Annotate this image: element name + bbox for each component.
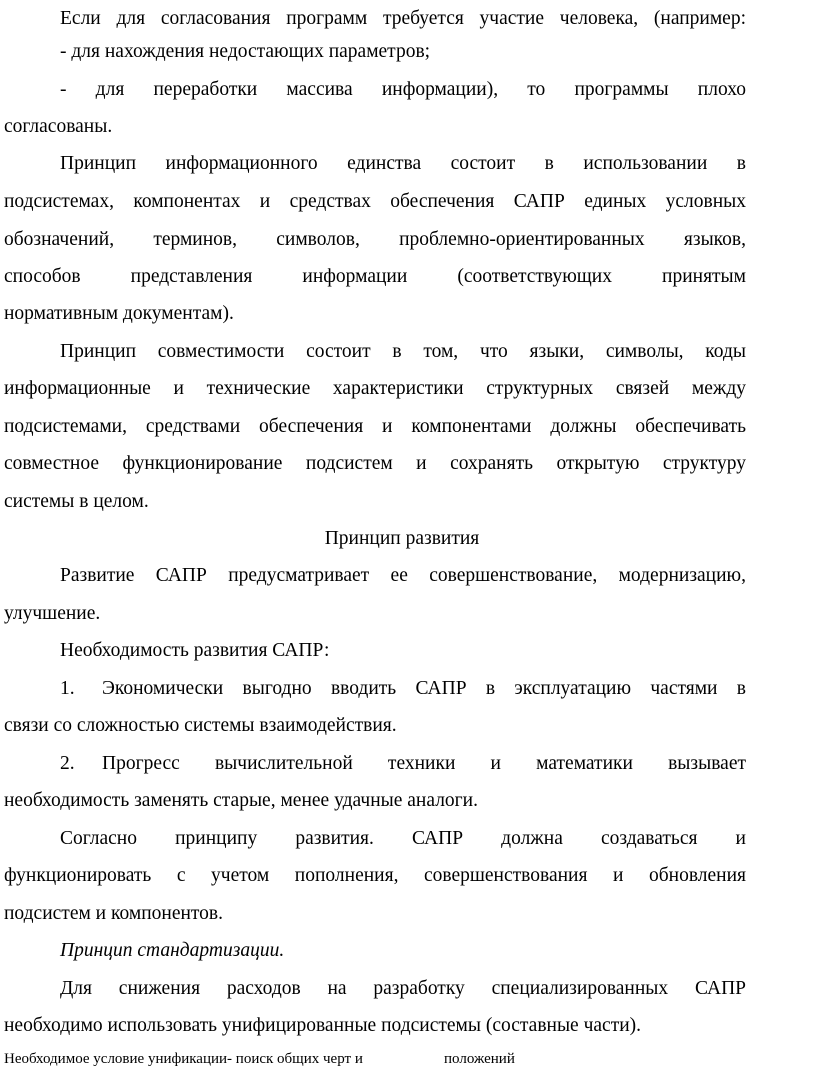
- text-line-6: подсистемах, компонентах и средствах обеспечения САПР единых условных: [4, 191, 746, 212]
- text-line-4: согласованы.: [4, 116, 113, 137]
- text-line-28: необходимо использовать унифицированные подсистемы (составные части).: [4, 1015, 642, 1036]
- list-item-2: [60, 751, 746, 777]
- text-line-20: связи со сложностью системы взаимодействия.: [4, 715, 397, 736]
- text-line-18: Необходимость развития САПР:: [60, 640, 330, 661]
- text-line-1: Если для согласования программ требуется участие человека, (например:: [60, 8, 746, 29]
- text-line-14: системы в целом.: [4, 491, 149, 512]
- text-line-2: - для нахождения недостающих параметров;: [60, 41, 431, 62]
- text-line-16: Развитие САПР предусматривает ее совершенствование, модернизацию,: [60, 565, 746, 586]
- text-line-23: Согласно принципу развития. САПР должна создаваться и: [60, 828, 746, 849]
- text-line-5: Принцип информационного единства состоит в использовании в: [60, 153, 746, 174]
- text-line-9: нормативным документам).: [4, 303, 234, 324]
- text-line-25: подсистем и компонентов.: [4, 903, 224, 924]
- section-heading-standardization: Принцип стандартизации.: [60, 940, 285, 961]
- footer-line: [4, 1046, 746, 1072]
- text-line-3: - для переработки массива информации), то программы плохо: [60, 79, 746, 100]
- list-item-2-text: Прогресс вычислительной техники и математики вызывает: [102, 753, 746, 774]
- text-line-10: Принцип совместимости состоит в том, что языки, символы, коды: [60, 341, 746, 362]
- footer-line-part-2: положений: [444, 1051, 515, 1067]
- text-line-22: необходимость заменять старые, менее удачные аналоги.: [4, 790, 478, 811]
- section-heading-development: Принцип развития: [324, 528, 480, 549]
- text-line-7: обозначений, терминов, символов, проблемно-ориентированных языков,: [4, 229, 746, 250]
- text-line-24: функционировать с учетом пополнения, совершенствования и обновления: [4, 865, 746, 886]
- list-item-1-number: 1.: [60, 678, 75, 699]
- list-item-2-number: 2.: [60, 753, 75, 774]
- list-item-1: [60, 676, 746, 702]
- text-line-11: информационные и технические характеристики структурных связей между: [4, 378, 746, 399]
- text-line-12: подсистемами, средствами обеспечения и компонентами должны обеспечивать: [4, 416, 746, 437]
- text-line-27: Для снижения расходов на разработку специализированных САПР: [60, 978, 746, 999]
- list-item-1-text: Экономически выгодно вводить САПР в эксплуатацию частями в: [102, 678, 746, 699]
- text-line-13: совместное функционирование подсистем и сохранять открытую структуру: [4, 453, 746, 474]
- text-line-8: способов представления информации (соответствующих принятым: [4, 266, 746, 287]
- footer-line-part-1: Необходимое условие унификации- поиск общих черт и: [4, 1051, 363, 1067]
- text-line-17: улучшение.: [4, 603, 101, 624]
